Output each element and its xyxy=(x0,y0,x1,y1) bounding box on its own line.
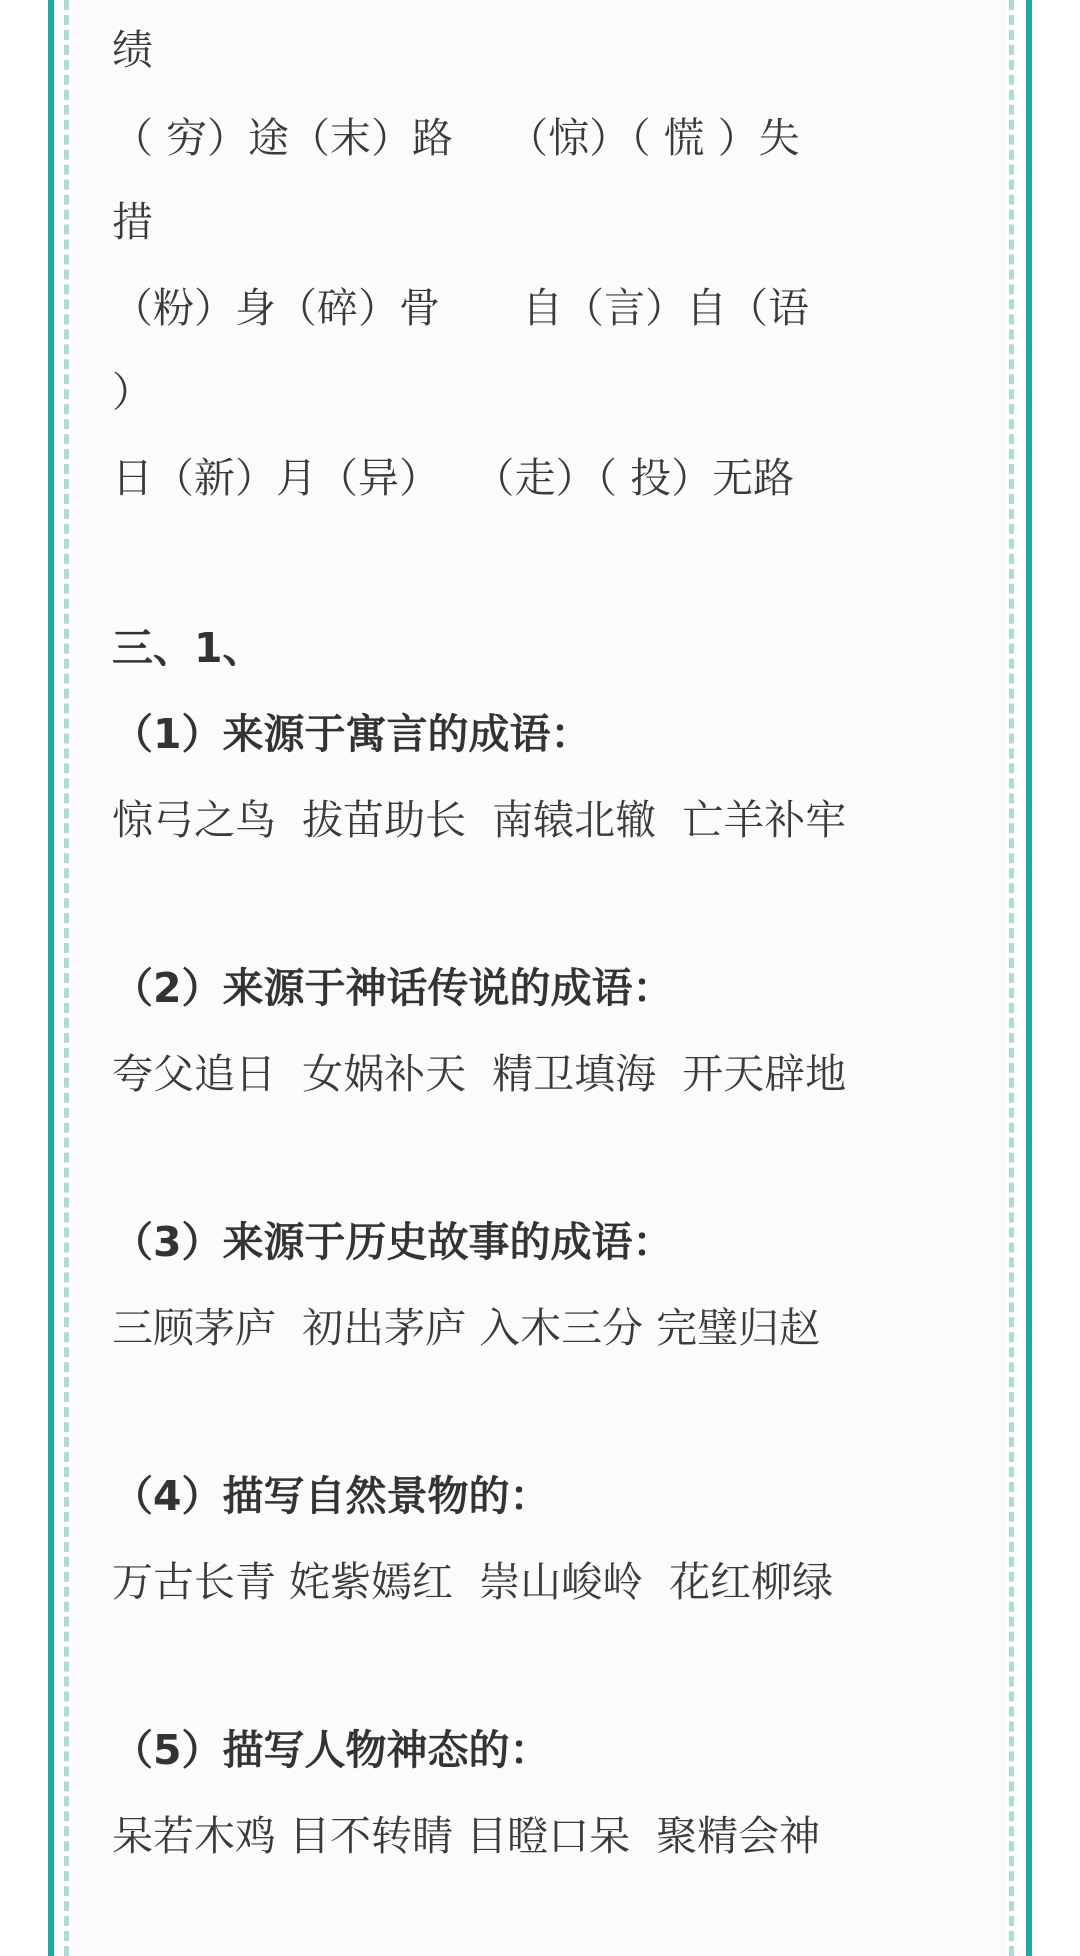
answer-line: 绩 xyxy=(112,26,153,74)
group-idioms: 呆若木鸡 目不转睛 目瞪口呆 聚精会神 xyxy=(112,1812,821,1860)
left-border xyxy=(48,0,54,1956)
section-heading: 三、1、 xyxy=(112,624,264,672)
answer-line: ） xyxy=(112,368,153,416)
group-idioms: 三顾茅庐 初出茅庐 入木三分 完璧归赵 xyxy=(112,1304,821,1352)
group-label: （2）来源于神话传说的成语： xyxy=(112,964,674,1012)
answer-line: （粉）身（碎）骨 自（言）自（语 xyxy=(112,284,809,332)
group-idioms: 万古长青 姹紫嫣红 崇山峻岭 花红柳绿 xyxy=(112,1558,834,1606)
right-dashed-line xyxy=(1009,0,1014,1956)
group-label: （1）来源于寓言的成语： xyxy=(112,710,592,758)
answer-line: 日（新）月（异） （走）（ 投）无路 xyxy=(112,454,795,502)
group-idioms: 夸父追日 女娲补天 精卫填海 开天辟地 xyxy=(112,1050,847,1098)
right-border xyxy=(1026,0,1032,1956)
answer-line: （ 穷）途（末）路 （惊）（ 慌 ）失 xyxy=(112,114,800,162)
group-label: （3）来源于历史故事的成语： xyxy=(112,1218,674,1266)
answer-line: 措 xyxy=(112,198,153,246)
group-label: （5）描写人物神态的： xyxy=(112,1726,551,1774)
group-label: （4）描写自然景物的： xyxy=(112,1472,551,1520)
group-idioms: 惊弓之鸟 拔苗助长 南辕北辙 亡羊补牢 xyxy=(112,796,847,844)
left-dashed-line xyxy=(64,0,69,1956)
